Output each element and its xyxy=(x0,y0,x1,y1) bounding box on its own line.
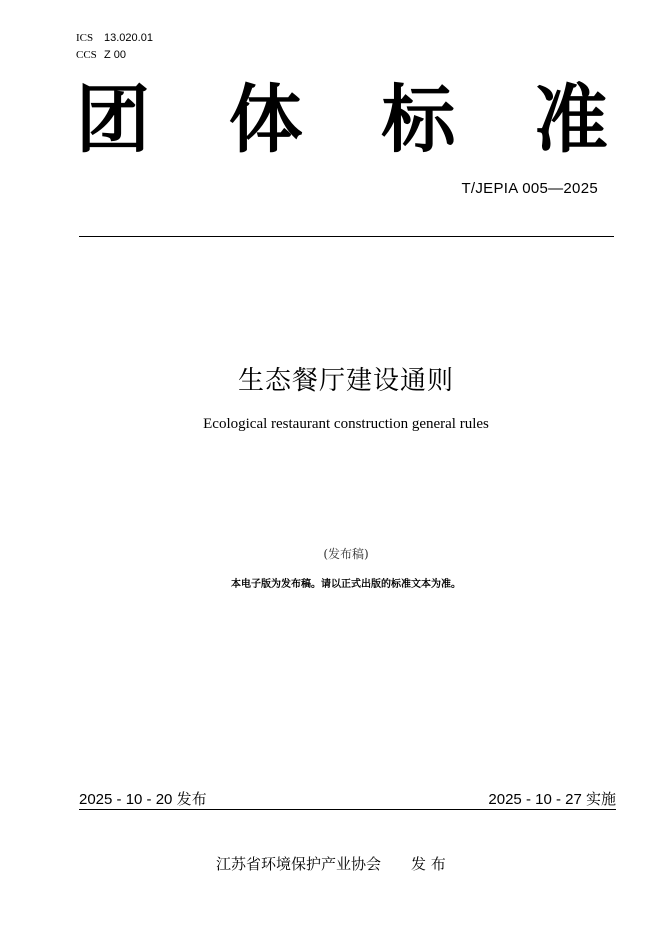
bottom-divider xyxy=(79,809,616,810)
publisher-action: 发 布 xyxy=(411,855,446,873)
ics-value: 13.020.01 xyxy=(104,32,153,44)
issue-date xyxy=(79,788,207,809)
implement-date xyxy=(488,788,616,809)
electronic-version-notice: 本电子版为发布稿。请以正式出版的标准文本为准。 xyxy=(231,579,461,590)
issue-date-suffix: 发布 xyxy=(176,790,207,808)
heading-char: 准 xyxy=(533,77,608,163)
draft-label: (发布稿) xyxy=(323,547,369,561)
publisher xyxy=(216,853,446,874)
implement-date-suffix: 实施 xyxy=(585,790,616,808)
ics-code xyxy=(76,32,153,45)
publisher-name: 江苏省环境保护产业协会 xyxy=(216,855,382,873)
ics-label: ICS xyxy=(76,32,94,44)
issue-date-value: 2025 - 10 - 20 xyxy=(79,791,173,808)
heading-char: 体 xyxy=(228,77,303,163)
heading-char: 标 xyxy=(381,77,456,163)
ccs-value: Z 00 xyxy=(104,49,127,61)
standard-type-heading xyxy=(76,78,608,162)
ccs-label: CCS xyxy=(76,49,97,61)
chinese-title: 生态餐厅建设通则 xyxy=(237,366,454,396)
top-divider xyxy=(79,236,614,237)
heading-char: 团 xyxy=(76,77,150,163)
standard-number: T/JEPIA 005—2025 xyxy=(461,180,598,197)
english-title: Ecological restaurant construction general rules xyxy=(203,416,489,432)
implement-date-value: 2025 - 10 - 27 xyxy=(488,791,582,808)
ccs-code xyxy=(76,49,126,62)
